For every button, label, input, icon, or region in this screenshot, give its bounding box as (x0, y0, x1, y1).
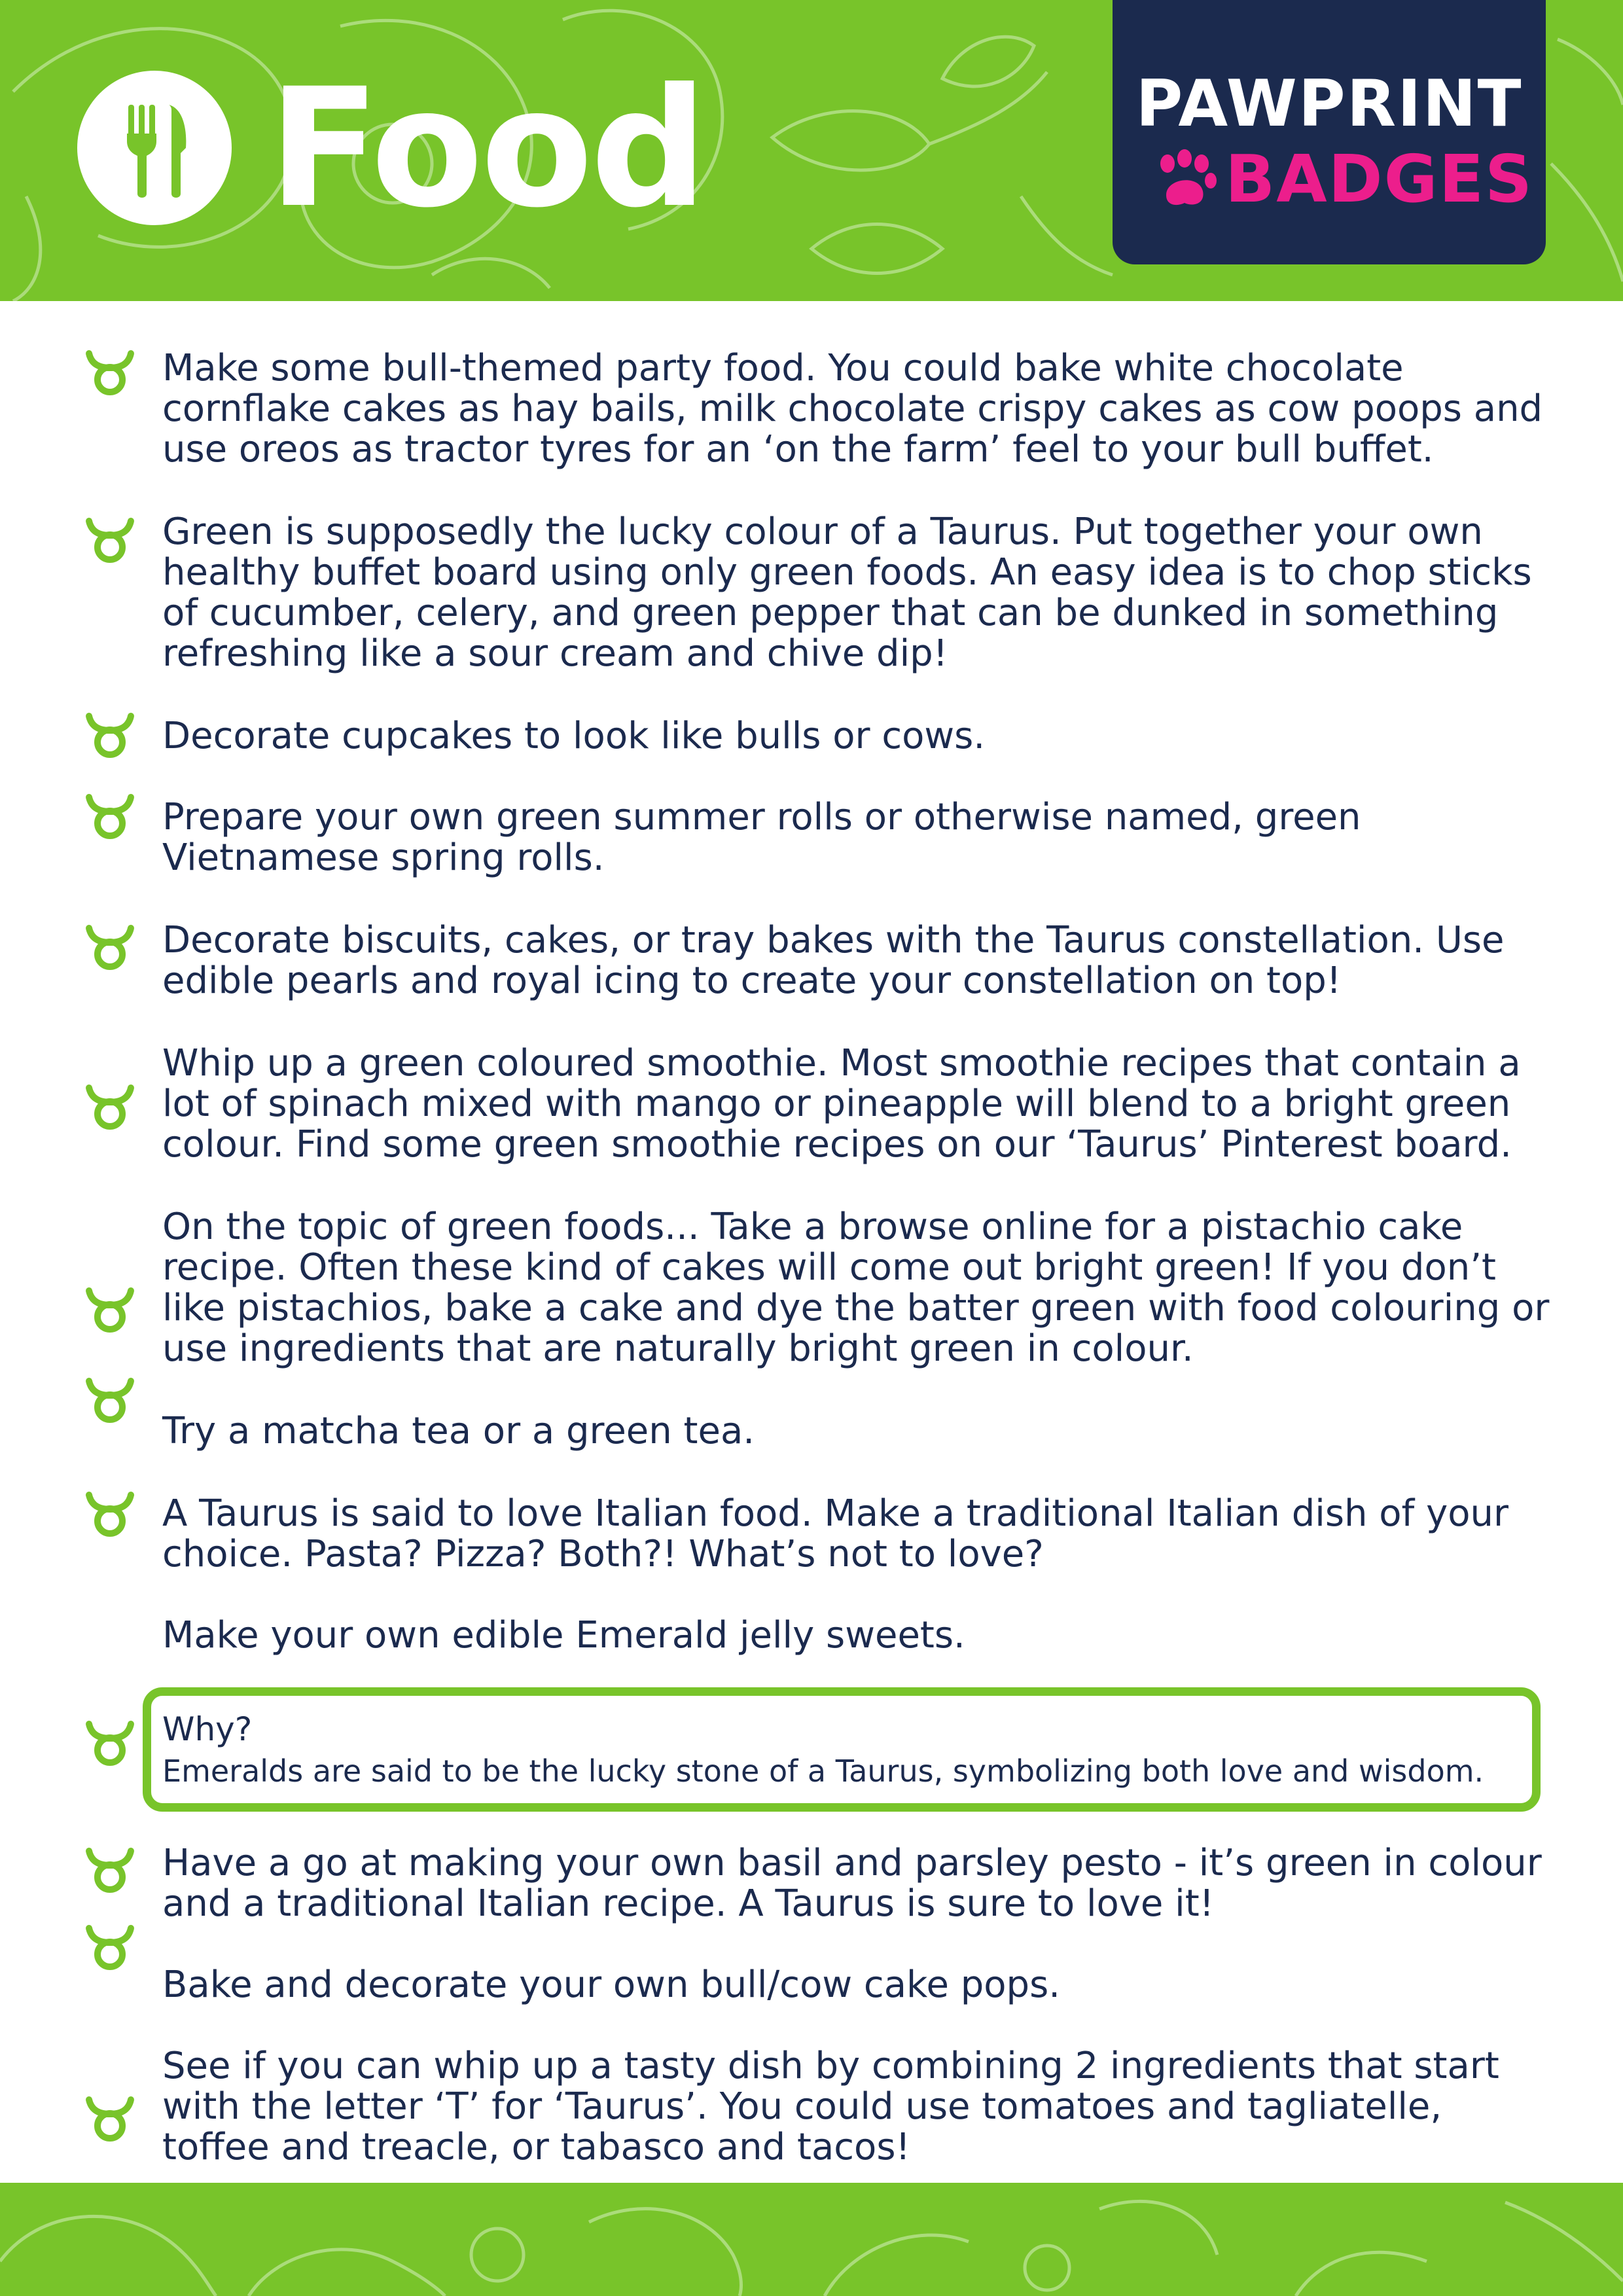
activity-item: Decorate biscuits, cakes, or tray bakes with the Taurus constellation. Use edible pearls and royal icing to create your constellation on top! (162, 919, 1505, 1002)
activity-item: A Taurus is said to love Italian food. Make a traditional Italian dish of your choice. Pasta? Pizza? Both?! What’s not to love? (162, 1492, 1508, 1575)
why-callout-title: Why? (162, 1710, 253, 1748)
taurus-symbol-icon (85, 1923, 135, 1971)
activity-item: Bake and decorate your own bull/cow cake pops. (162, 1964, 1061, 2006)
activity-item: Prepare your own green summer rolls or otherwise named, green Vietnamese spring rolls. (162, 796, 1361, 879)
taurus-symbol-icon (85, 1285, 135, 1334)
page-title: Food (268, 53, 705, 243)
why-callout-body: Emeralds are said to be the lucky stone of a Taurus, symbolizing both love and wisdom. (162, 1753, 1484, 1789)
taurus-symbol-icon (85, 1846, 135, 1894)
taurus-symbol-icon (85, 923, 135, 971)
activity-item: Have a go at making your own basil and parsley pesto - it’s green in colour and a traditional Italian recipe. A Taurus is sure to love it! (162, 1842, 1542, 1925)
why-callout-box (143, 1687, 1541, 1812)
brand-logo (1113, 0, 1546, 264)
taurus-symbol-icon (85, 792, 135, 840)
taurus-symbol-icon (85, 2094, 135, 2143)
brand-line-pawprint: PAWPRINT (1135, 67, 1523, 141)
brand-line-badges: BADGES (1225, 141, 1534, 217)
taurus-symbol-icon (85, 1490, 135, 1538)
taurus-symbol-icon (85, 1083, 135, 1131)
food-doodle-pattern (0, 2183, 1623, 2296)
activity-item: Green is supposedly the lucky colour of a Taurus. Put together your own healthy buffet board using only green foods. An easy idea is to chop sticks of cucumber, celery, and green pepper that can be dunked in something refreshing like a sour cream and chive dip! (162, 511, 1532, 675)
activity-item: Make some bull-themed party food. You could bake white chocolate cornflake cakes as hay bails, milk chocolate crispy cakes as cow poops and use oreos as tractor tyres for an ‘on the farm’ feel to your bull buffet. (162, 347, 1543, 471)
fork-knife-icon (77, 71, 232, 225)
activity-item: On the topic of green foods... Take a browse online for a pistachio cake recipe. Often these kind of cakes will come out bright green! If you don’t like pistachios, bake a cake and dye the batter green with food colouring or use ingredients that are naturally bright green in colour. (162, 1206, 1550, 1370)
paw-icon (1153, 149, 1219, 209)
taurus-symbol-icon (85, 1376, 135, 1424)
activity-item: Decorate cupcakes to look like bulls or cows. (162, 715, 986, 757)
activity-item: Try a matcha tea or a green tea. (162, 1410, 755, 1452)
activity-item: Make your own edible Emerald jelly sweets. (162, 1614, 965, 1657)
taurus-symbol-icon (85, 711, 135, 759)
activity-item: See if you can whip up a tasty dish by combining 2 ingredients that start with the letter ‘T’ for ‘Taurus’. You could use tomatoes and tagliatelle, toffee and treacle, or tabasco and tacos! (162, 2045, 1499, 2168)
taurus-symbol-icon (85, 1719, 135, 1767)
activity-item: Whip up a green coloured smoothie. Most smoothie recipes that contain a lot of spinach mixed with mango or pineapple will blend to a bright green colour. Find some green smoothie recipes on our ‘Taurus’ Pinterest board. (162, 1042, 1521, 1166)
taurus-symbol-icon (85, 348, 135, 397)
footer-banner (0, 2183, 1623, 2296)
header-banner (0, 0, 1623, 301)
taurus-symbol-icon (85, 516, 135, 564)
